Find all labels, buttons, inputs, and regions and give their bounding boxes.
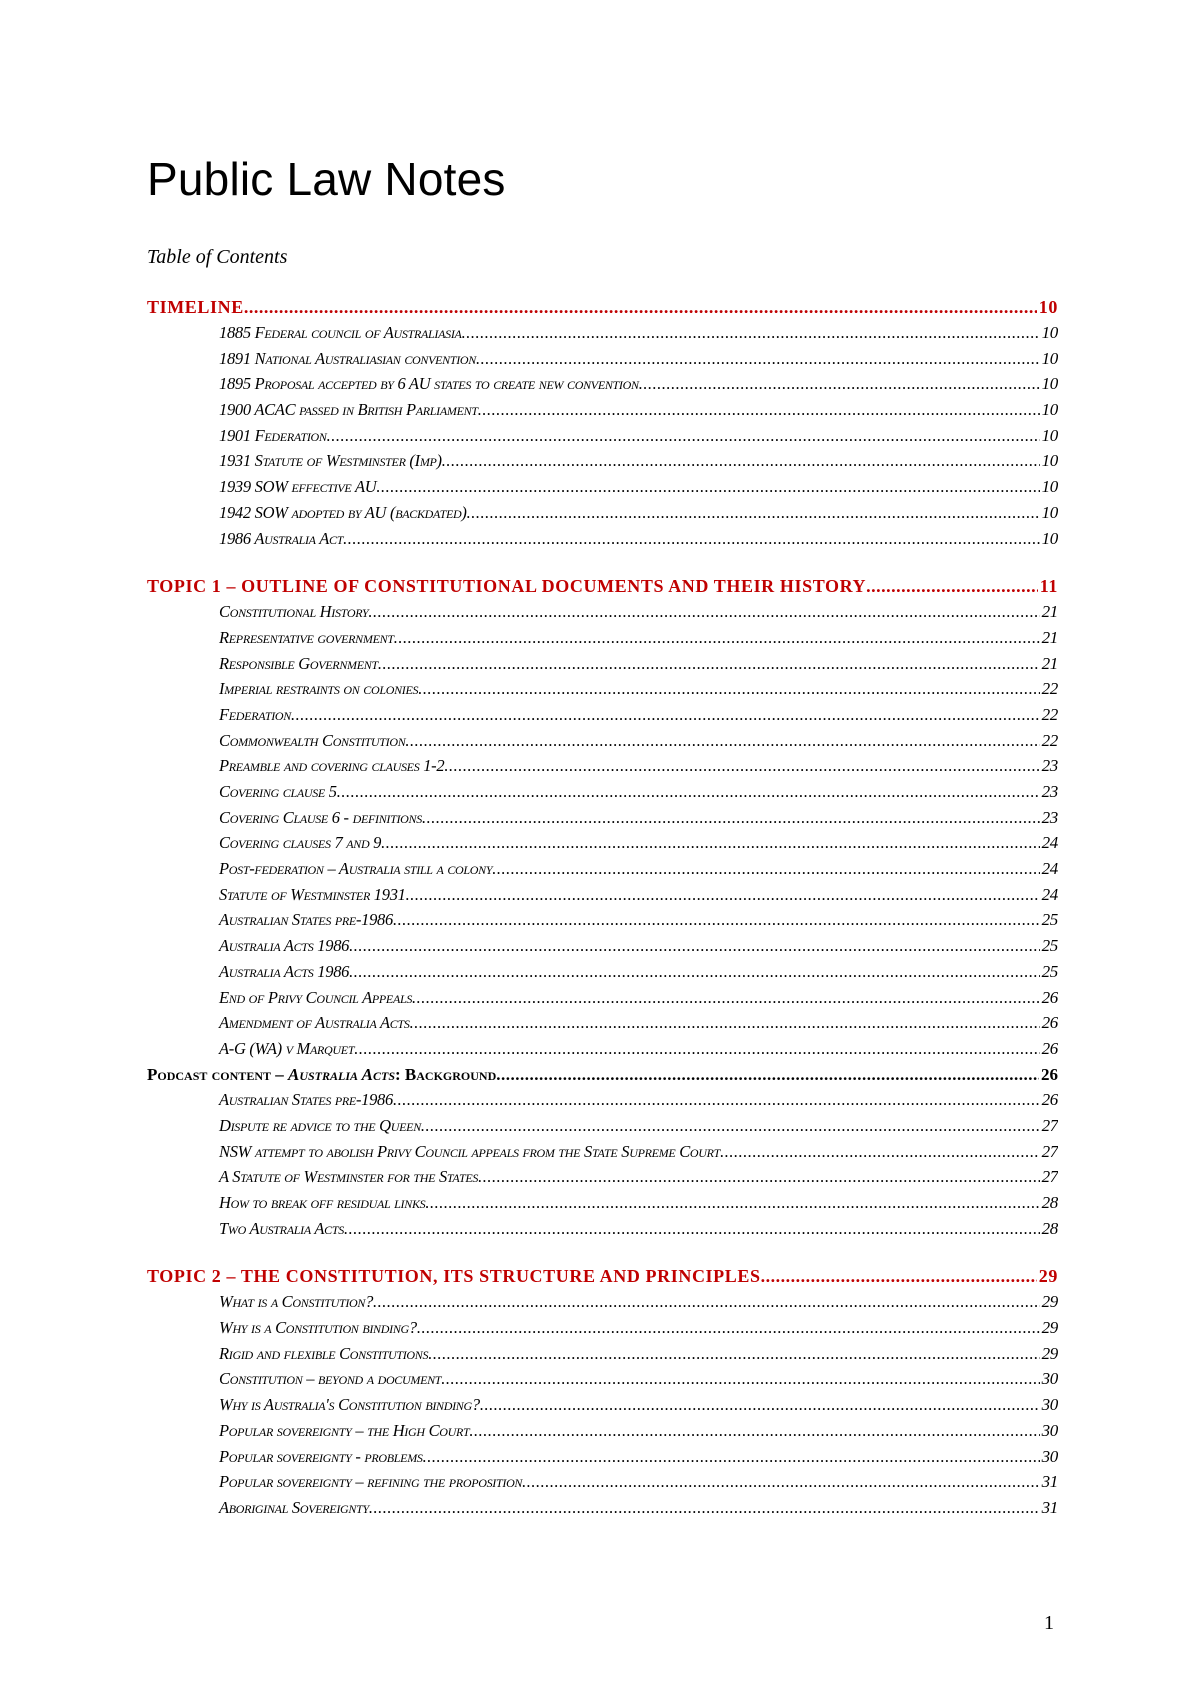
toc-page-number: 30	[1041, 1420, 1058, 1440]
toc-subentry-label: Statute of Westminster 1931	[219, 884, 406, 904]
dot-leader	[417, 1315, 1040, 1341]
dot-leader	[421, 1113, 1040, 1139]
toc-page-number: 10	[1041, 323, 1058, 342]
toc-subentry[interactable]	[147, 702, 1058, 728]
toc-subentry-label: Popular sovereignty - problems	[219, 1446, 423, 1466]
toc-subentry-label: Australia Acts 1986	[219, 936, 350, 956]
toc-subentry[interactable]	[147, 423, 1058, 449]
dot-leader	[368, 599, 1039, 625]
toc-subentry[interactable]	[147, 526, 1058, 552]
toc-subentry[interactable]	[147, 625, 1058, 651]
toc-page-number: 30	[1041, 1369, 1058, 1389]
toc-subentry[interactable]	[147, 1366, 1058, 1392]
toc-page-number: 11	[1039, 576, 1058, 597]
toc-page-number: 27	[1041, 1141, 1058, 1161]
toc-subentry[interactable]	[147, 1444, 1058, 1470]
toc-subentry-label: 1942 SOW adopted by AU (backdated)	[219, 502, 467, 522]
toc-subentry[interactable]	[147, 1010, 1058, 1036]
podcast-label-emphasis: Australia Acts	[288, 1064, 395, 1084]
toc-page-number: 21	[1041, 653, 1058, 673]
toc-subentry[interactable]	[147, 753, 1058, 779]
dot-leader	[478, 1164, 1040, 1190]
toc-page-number: 31	[1041, 1497, 1058, 1517]
toc-subentry[interactable]	[147, 1190, 1058, 1216]
toc-subentry-label: Popular sovereignty – refining the proposition	[219, 1472, 523, 1492]
toc-page-number: 25	[1041, 961, 1058, 981]
toc-subentry-label: End of Privy Council Appeals	[219, 987, 413, 1007]
toc-subentry-label: Preamble and covering clauses 1-2	[219, 756, 445, 776]
dot-leader	[406, 882, 1040, 908]
toc-page-number: 21	[1041, 602, 1058, 622]
toc-entry-label	[147, 1062, 496, 1088]
toc-subentry-label: Two Australia Acts	[219, 1218, 344, 1238]
toc-subentry[interactable]	[147, 728, 1058, 754]
toc-subentry-label: Federation	[219, 704, 291, 724]
dot-leader	[412, 985, 1040, 1011]
toc-page-number: 30	[1041, 1395, 1058, 1415]
toc-page-number: 23	[1041, 782, 1058, 801]
toc-subentry-label: Responsible Government	[219, 653, 378, 673]
toc-subentry[interactable]	[147, 1392, 1058, 1418]
dot-leader	[496, 1062, 1039, 1088]
toc-page-number: 23	[1041, 756, 1058, 776]
toc-page-number: 27	[1041, 1167, 1058, 1187]
dot-leader	[462, 320, 1040, 346]
toc-page-number: 24	[1041, 884, 1058, 904]
toc-subentry-label: 1900 ACAC passed in British Parliament	[219, 400, 478, 420]
dot-leader	[418, 676, 1039, 702]
dot-leader	[381, 830, 1039, 856]
toc-page-number: 22	[1041, 679, 1058, 699]
toc-subentry-label: Australian States pre-1986	[219, 1090, 393, 1110]
toc-page-number: 25	[1041, 936, 1058, 956]
toc-page-number: 23	[1041, 807, 1058, 827]
toc-subentry[interactable]	[147, 907, 1058, 933]
toc-subentry[interactable]	[147, 599, 1058, 625]
document-title: Public Law Notes	[147, 153, 506, 205]
dot-leader	[478, 397, 1040, 423]
toc-page-number: 26	[1041, 1090, 1058, 1110]
toc-page-number: 27	[1041, 1115, 1058, 1135]
toc-subentry[interactable]	[147, 1087, 1058, 1113]
toc-subentry[interactable]	[147, 397, 1058, 423]
toc-subentry-label: 1986 Australia Act	[219, 528, 344, 548]
dot-leader	[337, 779, 1040, 805]
dot-leader	[373, 1289, 1040, 1315]
dot-leader	[492, 856, 1039, 882]
toc-page-number: 10	[1041, 374, 1058, 394]
toc-subentry[interactable]	[147, 1216, 1058, 1242]
toc-subentry[interactable]	[147, 805, 1058, 831]
toc-podcast-subentries	[147, 1087, 1058, 1241]
toc-page-number: 31	[1041, 1472, 1058, 1492]
toc-subentry[interactable]	[147, 676, 1058, 702]
dot-leader	[422, 805, 1040, 831]
toc-subentry[interactable]	[147, 779, 1058, 805]
dot-leader	[354, 1036, 1039, 1062]
toc-subentry-label: Aboriginal Sovereignty	[219, 1497, 369, 1517]
toc-subentry-label: 1885 Federal council of Australiasia	[219, 323, 462, 342]
toc-subentry-label: 1931 Statute of Westminster (Imp)	[219, 451, 442, 471]
toc-subentry[interactable]	[147, 985, 1058, 1011]
toc-page-number: 29	[1038, 1266, 1058, 1287]
toc-subentry[interactable]	[147, 856, 1058, 882]
toc-subentry-label: Popular sovereignty – the High Court	[219, 1420, 470, 1440]
toc-page-number: 22	[1041, 704, 1058, 724]
dot-leader	[410, 1010, 1040, 1036]
toc-subentry-label: How to break off residual links	[219, 1193, 426, 1212]
toc-page-number: 10	[1038, 297, 1058, 317]
toc-subentry[interactable]	[147, 474, 1058, 500]
toc-subentry-label: Covering clauses 7 and 9	[219, 833, 382, 853]
toc-subentry-label: Constitution – beyond a document	[219, 1369, 442, 1389]
toc-subentry[interactable]	[147, 320, 1058, 346]
dot-leader	[394, 625, 1040, 651]
toc-entry-topic-2[interactable]	[147, 1263, 1058, 1289]
toc-heading: Table of Contents	[147, 246, 288, 268]
toc-entry-podcast-content[interactable]	[147, 1062, 1058, 1088]
toc-timeline-subentries	[147, 320, 1058, 551]
toc-subentry[interactable]	[147, 1164, 1058, 1190]
toc-page-number: 26	[1041, 987, 1058, 1007]
dot-leader	[522, 1469, 1039, 1495]
toc-subentry-label: 1939 SOW effective AU	[219, 477, 377, 497]
toc-subentry-label: Australian States pre-1986	[219, 910, 393, 930]
dot-leader	[343, 526, 1040, 552]
toc-page-number: 10	[1041, 502, 1058, 522]
dot-leader	[720, 1139, 1040, 1165]
toc-subentry[interactable]	[147, 959, 1058, 985]
toc-subentry[interactable]	[147, 651, 1058, 677]
toc-subentry[interactable]	[147, 448, 1058, 474]
toc-page-number: 22	[1041, 730, 1058, 750]
toc-page-number: 10	[1041, 528, 1058, 548]
toc-page-number: 26	[1041, 1038, 1058, 1058]
toc-subentry[interactable]	[147, 830, 1058, 856]
dot-leader	[244, 294, 1037, 320]
dot-leader	[376, 474, 1039, 500]
dot-leader	[480, 1392, 1040, 1418]
toc-subentry-label: Dispute re advice to the Queen	[219, 1115, 421, 1135]
toc-subentry-label: Australia Acts 1986	[219, 961, 350, 981]
toc-subentry[interactable]	[147, 933, 1058, 959]
podcast-label-suffix: : Background	[395, 1064, 497, 1084]
dot-leader	[866, 573, 1038, 599]
toc-subentry-label: Covering clause 5	[219, 782, 337, 801]
dot-leader	[344, 1216, 1040, 1242]
dot-leader	[476, 346, 1040, 372]
dot-leader	[761, 1263, 1037, 1289]
dot-leader	[423, 1444, 1040, 1470]
toc-subentry[interactable]	[147, 1469, 1058, 1495]
toc-subentry[interactable]	[147, 1113, 1058, 1139]
toc-subentry-label: Constitutional History	[219, 602, 369, 622]
page-number: 1	[1044, 1612, 1054, 1634]
toc-page-number: 26	[1041, 1064, 1058, 1084]
toc-subentry-label: NSW attempt to abolish Privy Council appeals from the State Supreme Court	[219, 1141, 721, 1161]
toc-page-number: 10	[1041, 451, 1058, 471]
toc-page-number: 28	[1041, 1193, 1058, 1212]
dot-leader	[428, 1341, 1039, 1367]
dot-leader	[444, 753, 1039, 779]
toc-entry-label: TIMELINE	[147, 297, 244, 317]
dot-leader	[378, 651, 1040, 677]
toc-subentry-label: Covering Clause 6 - definitions	[219, 807, 422, 827]
toc-subentry-label: Post-federation – Australia still a colony	[219, 859, 493, 879]
toc-subentry-label: Why is Australia's Constitution binding?	[219, 1395, 480, 1415]
toc-page-number: 10	[1041, 425, 1058, 445]
dot-leader	[393, 1087, 1040, 1113]
dot-leader	[369, 1495, 1040, 1521]
toc-subentry-label: What is a Constitution?	[219, 1292, 374, 1312]
toc-page-number: 24	[1041, 859, 1058, 879]
table-of-contents	[147, 294, 1058, 1521]
toc-page-number: 29	[1041, 1343, 1058, 1363]
toc-page-number: 26	[1041, 1013, 1058, 1033]
toc-page-number: 10	[1041, 400, 1058, 420]
dot-leader	[405, 728, 1039, 754]
toc-subentry-label: 1901 Federation	[219, 425, 327, 445]
dot-leader	[291, 702, 1040, 728]
toc-entry-label: TOPIC 1 – OUTLINE OF CONSTITUTIONAL DOCUMENTS AND THEIR HISTORY	[147, 576, 867, 597]
toc-subentry-label: Representative government	[219, 627, 394, 647]
toc-page-number: 10	[1041, 477, 1058, 497]
toc-page-number: 24	[1041, 833, 1058, 853]
dot-leader	[639, 371, 1040, 397]
dot-leader	[349, 933, 1040, 959]
toc-subentry-label: Why is a Constitution binding?	[219, 1318, 417, 1338]
toc-subentry-label: Rigid and flexible Constitutions	[219, 1343, 429, 1363]
toc-page-number: 10	[1041, 348, 1058, 368]
toc-subentry[interactable]	[147, 1289, 1058, 1315]
toc-subentry[interactable]	[147, 1495, 1058, 1521]
toc-page-number: 21	[1041, 627, 1058, 647]
toc-subentry[interactable]	[147, 346, 1058, 372]
dot-leader	[393, 907, 1040, 933]
dot-leader	[441, 1366, 1039, 1392]
dot-leader	[467, 500, 1040, 526]
toc-subentry-label: A Statute of Westminster for the States	[219, 1167, 479, 1187]
toc-subentry-label: A-G (WA) v Marquet	[219, 1038, 355, 1058]
toc-page-number: 28	[1041, 1218, 1058, 1238]
toc-entry-topic-1[interactable]	[147, 573, 1058, 599]
toc-subentry[interactable]	[147, 1418, 1058, 1444]
toc-subentry[interactable]	[147, 1036, 1058, 1062]
toc-entry-label: TOPIC 2 – THE CONSTITUTION, ITS STRUCTURE AND PRINCIPLES	[147, 1266, 761, 1287]
toc-subentry[interactable]	[147, 500, 1058, 526]
toc-subentry-label: Imperial restraints on colonies	[219, 679, 419, 699]
toc-subentry[interactable]	[147, 371, 1058, 397]
toc-subentry[interactable]	[147, 1341, 1058, 1367]
toc-page-number: 29	[1041, 1318, 1058, 1338]
toc-topic-1-subentries	[147, 599, 1058, 1061]
podcast-label-prefix: Podcast content –	[147, 1064, 288, 1084]
toc-subentry[interactable]	[147, 1139, 1058, 1165]
dot-leader	[327, 423, 1040, 449]
toc-subentry[interactable]	[147, 882, 1058, 908]
toc-topic-2-subentries	[147, 1289, 1058, 1520]
dot-leader	[425, 1190, 1039, 1216]
toc-page-number: 29	[1041, 1292, 1058, 1312]
toc-subentry-label: Amendment of Australia Acts	[219, 1013, 410, 1033]
toc-subentry[interactable]	[147, 1315, 1058, 1341]
dot-leader	[442, 448, 1040, 474]
toc-page-number: 25	[1041, 910, 1058, 930]
toc-subentry-label: Commonwealth Constitution	[219, 730, 406, 750]
toc-subentry-label: 1895 Proposal accepted by 6 AU states to create new convention	[219, 374, 639, 394]
toc-entry-timeline[interactable]	[147, 294, 1058, 320]
toc-page-number: 30	[1041, 1446, 1058, 1466]
toc-subentry-label: 1891 National Australiasian convention	[219, 348, 476, 368]
dot-leader	[349, 959, 1040, 985]
dot-leader	[469, 1418, 1039, 1444]
